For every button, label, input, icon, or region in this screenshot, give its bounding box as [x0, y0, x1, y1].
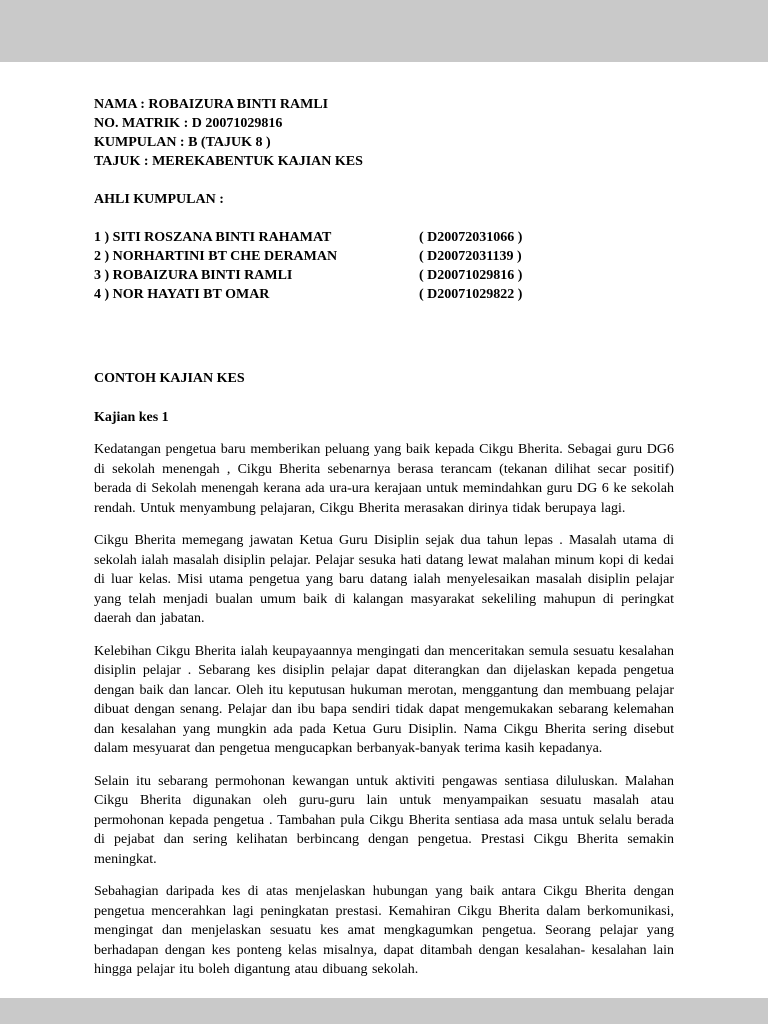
student-info-block: [94, 95, 674, 171]
member-name: 1 ) SITI ROSZANA BINTI RAHAMAT: [94, 230, 332, 245]
matric-number-line: NO. MATRIK : D 20071029816: [94, 116, 283, 131]
member-matric: ( D20071029816 ): [419, 268, 523, 283]
member-name: 4 ) NOR HAYATI BT OMAR: [94, 287, 270, 302]
section-title: CONTOH KAJIAN KES: [94, 371, 245, 386]
case-paragraph-5: Sebahagian daripada kes di atas menjelaskan hubungan yang baik antara Cikgu Bherita dengan pengetua mencerahkan lagi peningkatan prestasi. Kemahiran Cikgu Bherita dalam berkomunikasi, mengingat dan menjelaskan sesuatu kes amat mengkagumkan pengetua. Seorang pelajar yang berhadapan dengan kes ponteng kelas misalnya, dapat ditambah dengan kesalahan- kesalahan lain hingga pelajar itu boleh digantung atau dibuang sekolah.: [94, 884, 674, 977]
member-name: 2 ) NORHARTINI BT CHE DERAMAN: [94, 249, 338, 264]
member-matric: ( D20072031139 ): [419, 249, 522, 264]
member-matric: ( D20072031066 ): [419, 230, 523, 245]
case-paragraph-2: Cikgu Bherita memegang jawatan Ketua Guru Disiplin sejak dua tahun lepas . Masalah utama di sekolah ialah masalah disiplin pelajar. Pelajar sesuka hati datang lewat malahan minum kopi di kedai di luar kelas. Misi utama pengetua yang baru datang ialah menyelesaikan masalah disiplin pelajar yang telah menjadi bualan umum baik di kalangan masyarakat sekeliling mahupun di peringkat daerah dan jabatan.: [94, 533, 674, 626]
student-name-line: NAMA : ROBAIZURA BINTI RAMLI: [94, 97, 329, 112]
member-list: [94, 228, 674, 304]
assignment-title-line: TAJUK : MEREKABENTUK KAJIAN KES: [94, 154, 363, 169]
document-page: [0, 62, 768, 998]
member-row: [94, 247, 674, 266]
member-matric: ( D20071029822 ): [419, 287, 523, 302]
case-paragraph-4: Selain itu sebarang permohonan kewangan untuk aktiviti pengawas sentiasa diluluskan. Malahan Cikgu Bherita digunakan oleh guru-guru lain untuk menyampaikan sesuatu masalah atau permohonan kepada pengetua . Tambahan pula Cikgu Bherita sentiasa ada masa untuk selalu berada di pejabat dan sering kelihatan berbincang dengan pengetua. Prestasi Cikgu Bherita semakin meningkat.: [94, 773, 674, 867]
case-paragraph-3: Kelebihan Cikgu Bherita ialah keupayaannya mengingati dan menceritakan semula sesuatu kesalahan disiplin pelajar . Sebarang kes disiplin pelajar dapat diterangkan dan dijelaskan kepada pengetua dengan baik dan lancar. Oleh itu keputusan hukuman merotan, menggantung dan membuang pelajar dibuat dengan senang. Pelajar dan ibu bapa sendiri tidak dapat mengemukakan sebarang kelemahan dan kesalahan yang mungkin ada pada Ketua Guru Disiplin. Nama Cikgu Bherita sering disebut dalam mesyuarat dan pengetua mengucapkan berbanyak-banyak terima kasih kepadanya.: [94, 643, 674, 756]
member-row: [94, 266, 674, 285]
case-heading: Kajian kes 1: [94, 410, 169, 425]
group-members-heading: AHLI KUMPULAN :: [94, 192, 224, 207]
member-row: [94, 228, 674, 247]
case-paragraph-1: Kedatangan pengetua baru memberikan peluang yang baik kepada Cikgu Bherita. Sebagai guru DG6 di sekolah menengah , Cikgu Bherita sebenarnya berasa terancam (tekanan dilihat secar positif) berada di Sekolah menengah kerana ada ura-ura kerajaan untuk memindahkan guru DG 6 ke sekolah rendah. Untuk menyambung pelajaran, Cikgu Bherita merasakan dirinya tidak berupaya lagi.: [94, 442, 674, 516]
member-name: 3 ) ROBAIZURA BINTI RAMLI: [94, 268, 293, 283]
group-line: KUMPULAN : B (TAJUK 8 ): [94, 135, 271, 150]
member-row: [94, 285, 674, 304]
